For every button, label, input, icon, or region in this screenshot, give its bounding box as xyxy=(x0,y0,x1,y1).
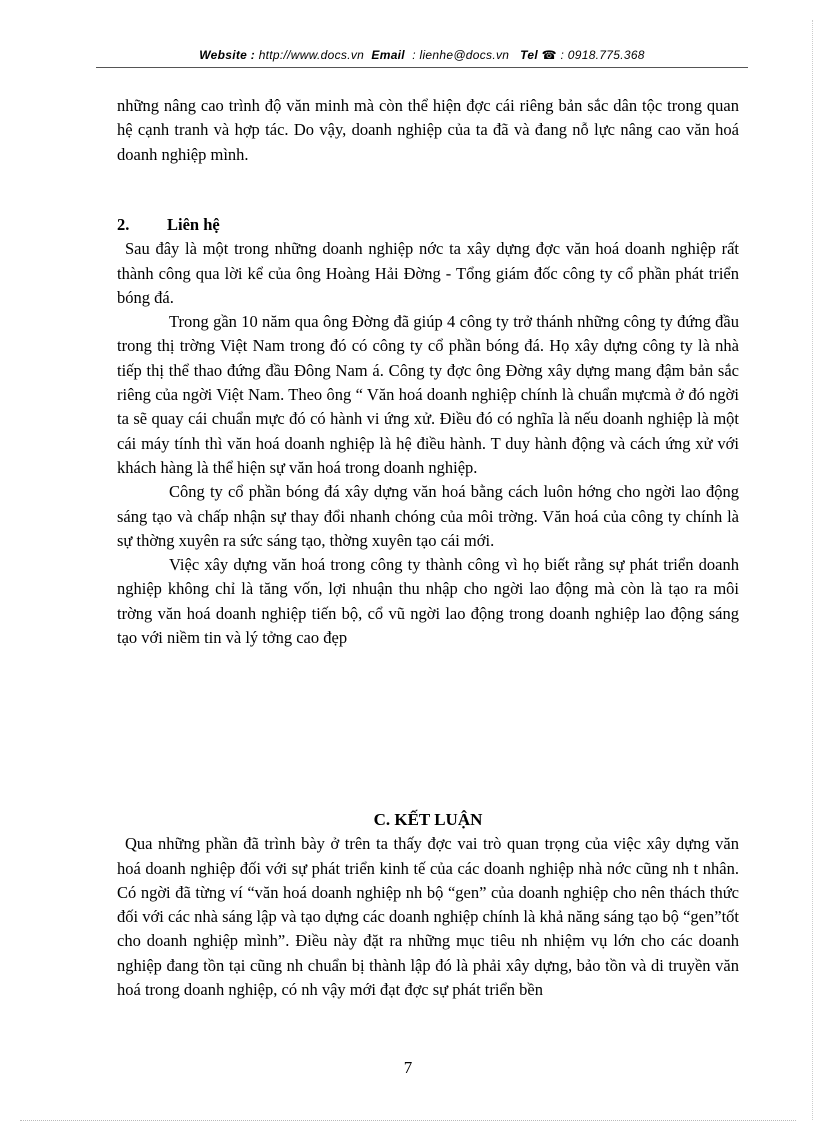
header-divider xyxy=(96,67,748,68)
page-header xyxy=(96,48,748,62)
intro-block xyxy=(117,94,739,167)
conclusion-title: C. KẾT LUẬN xyxy=(373,810,483,829)
conclusion-section xyxy=(117,808,739,1002)
conclusion-paragraph: Qua những phần đã trình bày ở trên ta thấy đợc vai trò quan trọng của việc xây dựng văn hoá doanh nghiệp đối với sự phát triển kinh tế của các doanh nghiệp nhà nớc cũng nh t nhân. Có ngời đã từng ví “văn hoá doanh nghiệp nh bộ “gen” của doanh nghiệp cho nên thách thức đối với các nhà sáng lập và tạo dựng các doanh nghiệp chính là khả năng sáng tạo bộ “gen”tốt cho doanh nghiệp mình”. Điều này đặt ra những mục tiêu nh nhiệm vụ lớn cho các doanh nghiệp đang tồn tại cũng nh chuẩn bị thành lập đó là phải xây dựng, bảo tồn và di truyền văn hoá trong doanh nghiệp, có nh vậy mới đạt đợc sự phát triển bền xyxy=(117,834,739,1000)
tel-label: Tel xyxy=(520,48,538,62)
section-2-paragraph: Việc xây dựng văn hoá trong công ty thành công vì họ biết rằng sự phát triển doanh nghiệp không chỉ là tăng vốn, lợi nhuận thu nhập cho ngời lao động mà còn là tạo ra môi trờng văn hoá doanh nghiệp tiến bộ, cổ vũ ngời lao động trong doanh nghiệp lao động sáng tạo với niềm tin và lý tởng cao đẹp xyxy=(117,555,739,648)
email-address[interactable]: : lienhe@docs.vn xyxy=(412,48,510,62)
page-bottom-border xyxy=(20,1120,796,1121)
section-2 xyxy=(117,213,739,650)
tel-number: : 0918.775.368 xyxy=(560,48,645,62)
section-2-paragraph: Công ty cổ phần bóng đá xây dựng văn hoá bằng cách luôn hớng cho ngời lao động sáng tạo và chấp nhận sự thay đổi nhanh chóng của môi trờng. Văn hoá của công ty chính là sự thờng xuyên ra sức sáng tạo, thờng xuyên tạo cái mới. xyxy=(117,482,739,550)
section-2-number: 2. xyxy=(117,215,130,234)
section-2-title: Liên hệ xyxy=(167,215,220,234)
page-number: 7 xyxy=(403,1058,413,1077)
website-url[interactable]: http://www.docs.vn xyxy=(258,48,365,62)
section-2-paragraph: Sau đây là một trong những doanh nghiệp nớc ta xây dựng đợc văn hoá doanh nghiệp rất thành công qua lời kể của ông Hoàng Hải Đờng - Tổng giám đốc công ty cổ phần phát triển bóng đá. xyxy=(117,239,739,307)
intro-paragraph: những nâng cao trình độ văn minh mà còn thể hiện đợc cái riêng bản sắc dân tộc trong quan hệ cạnh tranh và hợp tác. Do vậy, doanh nghiệp của ta đã và đang nỗ lực nâng cao văn hoá doanh nghiệp mình. xyxy=(117,96,739,164)
page-right-border xyxy=(812,20,813,1120)
section-2-paragraph: Trong gần 10 năm qua ông Đờng đã giúp 4 công ty trở thánh những công ty đứng đầu trong thị trờng Việt Nam trong đó có công ty cổ phần bóng đá. Họ xây dựng công ty là nhà tiếp thị thể thao đứng đầu Đông Nam á. Công ty đợc ông Đờng xây dựng mang đậm bản sắc riêng của ngời Việt Nam. Theo ông “ Văn hoá doanh nghiệp chính là chuẩn mựcmà ở đó ngời ta sẽ quay cái chuẩn mực đó có hành vi ứng xử. Điều đó có nghĩa là nếu doanh nghiệp là một cái máy tính thì văn hoá doanh nghiệp là hệ điều hành. T duy hành động và cách ứng xử với khách hàng là thể hiện sự văn hoá trong doanh nghiệp. xyxy=(117,312,739,477)
section-2-heading xyxy=(117,213,739,237)
email-label: Email xyxy=(371,48,405,62)
website-label: Website : xyxy=(199,48,256,62)
phone-icon: ☎ xyxy=(541,48,557,62)
